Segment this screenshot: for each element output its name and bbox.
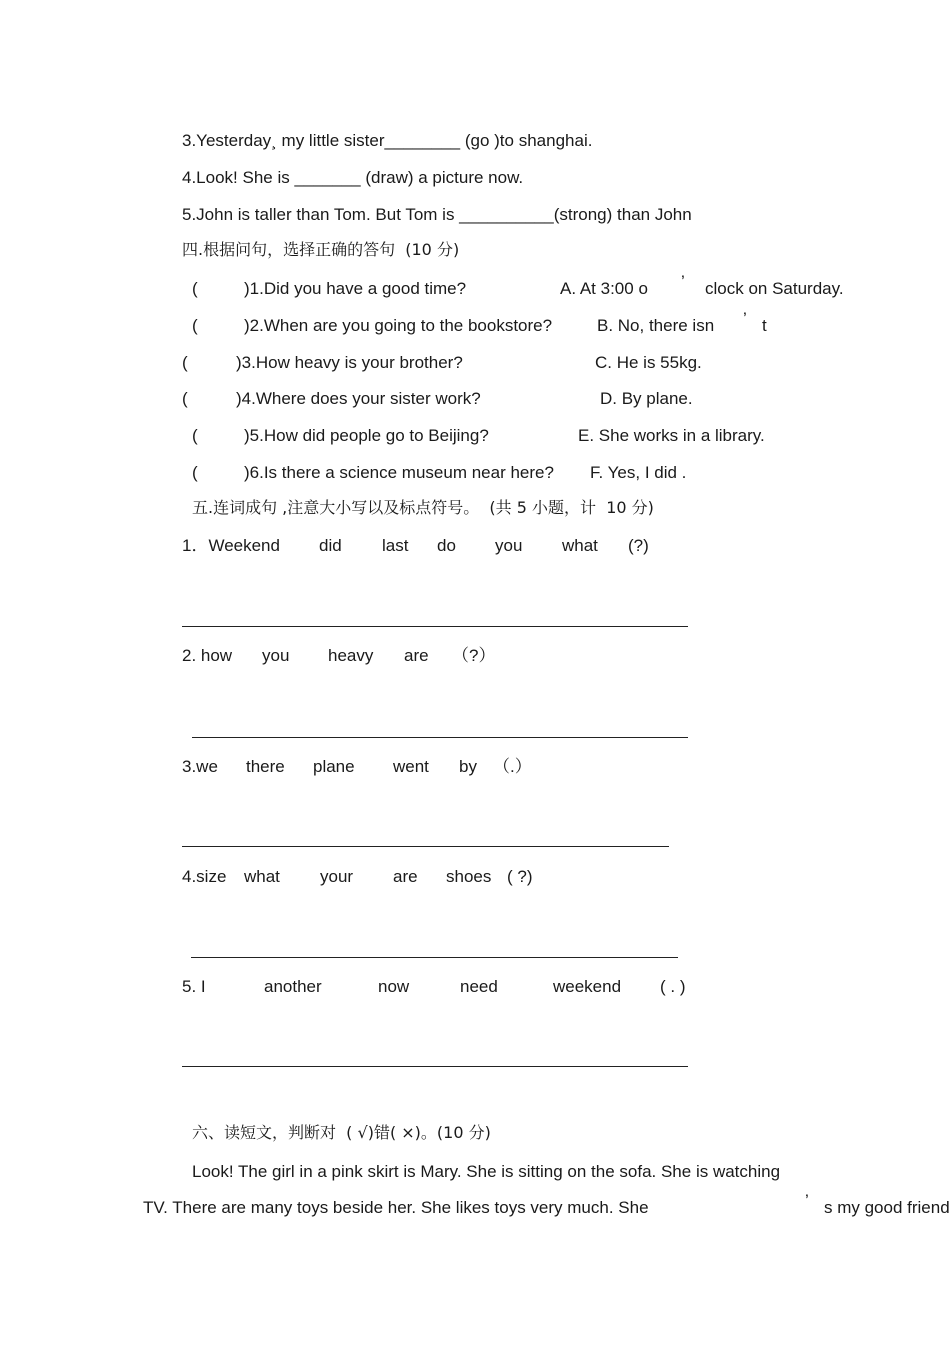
fill-question-3: 3.Yesterday¸ my little sister________ (go )to shanghai.: [182, 131, 593, 150]
match-question-3: )3.How heavy is your brother?: [236, 353, 463, 372]
match-question-4: )4.Where does your sister work?: [236, 389, 481, 408]
scrambled-word: （?）: [452, 646, 496, 665]
apostrophe: ’: [805, 1191, 809, 1210]
scrambled-word: （.）: [493, 757, 532, 776]
scrambled-word: you: [262, 646, 290, 665]
scrambled-word: 2. how: [182, 646, 233, 665]
apostrophe: ’: [681, 272, 685, 291]
answer-paren: (: [182, 389, 188, 408]
answer-paren: (: [192, 316, 198, 335]
scrambled-word: are: [404, 646, 429, 665]
scrambled-word: weekend: [553, 977, 622, 996]
answer-line: [182, 846, 669, 847]
match-answer-a: A. At 3:00 o: [560, 279, 648, 298]
reading-passage-line-2-cont: s my good friend: [824, 1198, 950, 1217]
answer-line: [192, 737, 688, 738]
match-answer-b-cont: t: [762, 316, 767, 335]
match-question-5: )5.How did people go to Beijing?: [244, 426, 489, 445]
scrambled-word: do: [437, 536, 456, 555]
apostrophe: ’: [743, 309, 747, 328]
scrambled-word: shoes: [446, 867, 492, 886]
reading-passage-line-2: TV. There are many toys beside her. She likes toys very much. She: [143, 1198, 649, 1217]
scrambled-word: are: [393, 867, 418, 886]
fill-question-4: 4.Look! She is _______ (draw) a picture now.: [182, 168, 524, 187]
section-6-heading: 六、读短文，判断对 ( √)错( ×)。(10 分): [192, 1123, 491, 1142]
scrambled-word: heavy: [328, 646, 374, 665]
scrambled-word: you: [495, 536, 523, 555]
scrambled-word: there: [246, 757, 285, 776]
scrambled-word: now: [378, 977, 410, 996]
scrambled-word: what: [562, 536, 598, 555]
answer-paren: (: [192, 426, 198, 445]
scrambled-word: 4.size: [182, 867, 227, 886]
match-question-2: )2.When are you going to the bookstore?: [244, 316, 553, 335]
match-question-1: )1.Did you have a good time?: [244, 279, 467, 298]
scrambled-word: your: [320, 867, 354, 886]
scrambled-word: plane: [313, 757, 355, 776]
scrambled-word: (?): [628, 536, 649, 555]
scrambled-word: what: [244, 867, 280, 886]
match-answer-a-cont: clock on Saturday.: [705, 279, 844, 298]
answer-paren: (: [192, 279, 198, 298]
section-4-heading: 四.根据问句，选择正确的答句 (10 分): [182, 240, 460, 259]
match-answer-e: E. She works in a library.: [578, 426, 765, 445]
reading-passage-line-1: Look! The girl in a pink skirt is Mary. She is sitting on the sofa. She is watching: [192, 1162, 781, 1181]
scrambled-word: by: [459, 757, 477, 776]
scrambled-word: last: [382, 536, 409, 555]
match-question-6: )6.Is there a science museum near here?: [244, 463, 554, 482]
scrambled-word: went: [393, 757, 429, 776]
match-answer-d: D. By plane.: [600, 389, 693, 408]
match-answer-c: C. He is 55kg.: [595, 353, 702, 372]
scrambled-word: 3.we: [182, 757, 218, 776]
scrambled-word: did: [319, 536, 342, 555]
answer-line: [182, 626, 688, 627]
answer-paren: (: [192, 463, 198, 482]
section-5-heading: 五.连词成句 ,注意大小写以及标点符号。 (共 5 小题，计 10 分): [192, 498, 654, 517]
answer-line: [182, 1066, 688, 1067]
answer-line: [191, 957, 678, 958]
scrambled-word: 5. I: [182, 977, 206, 996]
fill-question-5: 5.John is taller than Tom. But Tom is __________(strong) than John: [182, 205, 692, 224]
scrambled-word: 1．Weekend: [182, 536, 280, 555]
scrambled-word: ( . ): [660, 977, 686, 996]
answer-paren: (: [182, 353, 188, 372]
match-answer-b: B. No, there isn: [597, 316, 715, 335]
scrambled-word: ( ?): [507, 867, 533, 886]
scrambled-word: need: [460, 977, 498, 996]
match-answer-f: F. Yes, I did .: [590, 463, 687, 482]
scrambled-word: another: [264, 977, 322, 996]
